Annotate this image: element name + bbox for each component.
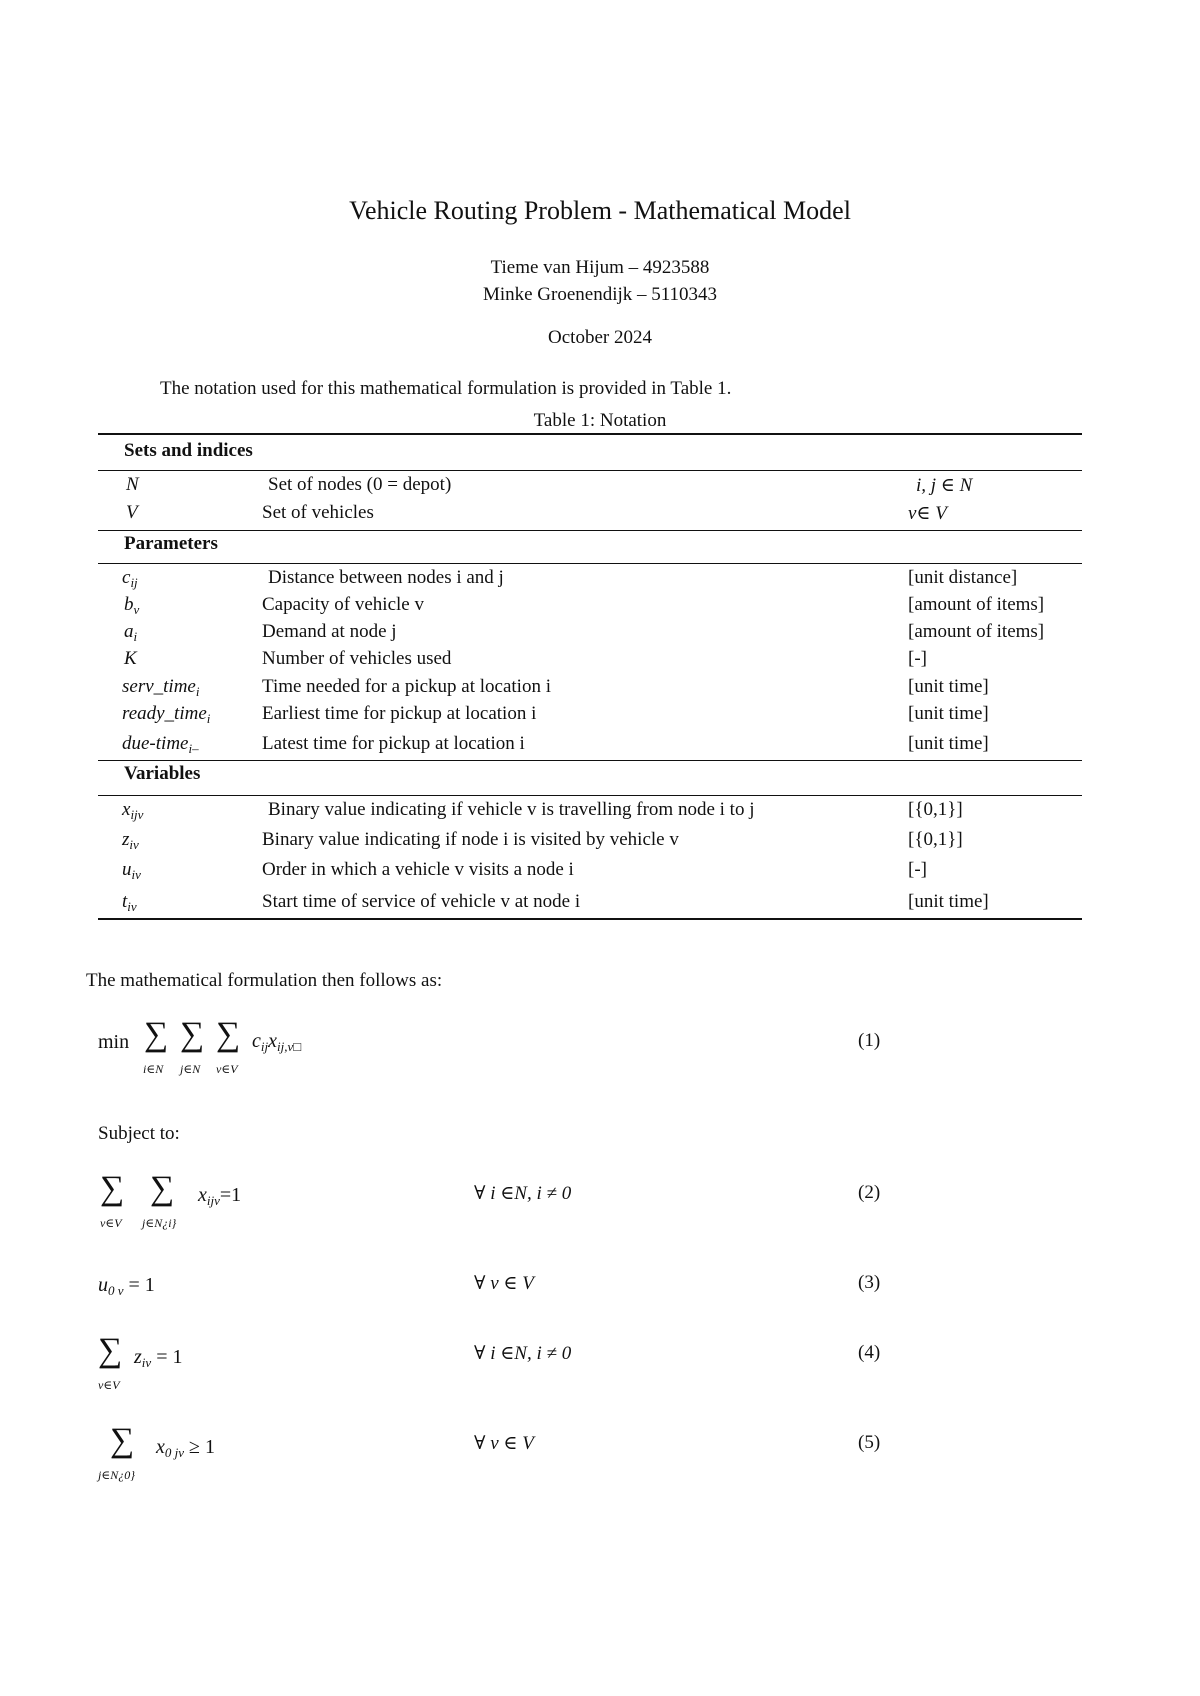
table-rule (98, 760, 1082, 761)
sum-symbol: ∑ (150, 1170, 175, 1207)
symbol-cell: due-time$_{i-}$ (122, 733, 199, 756)
sum-symbol: ∑ (110, 1422, 135, 1459)
domain-cell: [amount of items] (908, 594, 1045, 615)
constraint-lhs: $x_{0 jv} \ge 1$ (156, 1436, 216, 1460)
desc-cell: Demand at node j (262, 621, 397, 642)
intro-paragraph: The notation used for this mathematical formulation is provided in Table 1. (160, 378, 732, 399)
subject-to-label: Subject to: (98, 1123, 180, 1144)
domain-cell: i, j ∈ N (916, 475, 973, 496)
desc-cell: Capacity of vehicle v (262, 594, 424, 615)
symbol-cell: ready_time$_i$ (122, 703, 211, 726)
domain-cell: [unit time] (908, 733, 989, 754)
section-heading-variables: Variables (124, 763, 201, 784)
author-1: Tieme van Hijum – 4923588 (490, 257, 710, 278)
desc-cell: Start time of service of vehicle v at node i (262, 891, 581, 912)
sum-index: i∈N (143, 1062, 164, 1076)
table-rule (98, 470, 1082, 471)
constraint-lhs: $u_{0 v} = 1$ (98, 1274, 155, 1298)
symbol-cell: K (124, 648, 137, 669)
symbol-cell: $t_{iv}$ (122, 891, 137, 914)
sum-symbol: ∑ (216, 1016, 241, 1053)
symbol-cell: $c_{ij}$ (122, 567, 138, 590)
constraint-condition: ∀ v ∈ V (474, 1273, 534, 1294)
domain-cell: [unit time] (908, 703, 989, 724)
equation-number: (2) (858, 1182, 881, 1203)
table-top-rule (98, 433, 1082, 435)
domain-cell: [unit distance] (908, 567, 1018, 588)
domain-cell: [{0,1}] (908, 799, 963, 820)
desc-cell: Binary value indicating if vehicle v is travelling from node i to j (268, 799, 755, 820)
table-bottom-rule (98, 918, 1082, 920)
desc-cell: Set of vehicles (262, 502, 374, 523)
section-heading-sets: Sets and indices (124, 440, 253, 461)
equation-number: (4) (858, 1342, 881, 1363)
sum-symbol: ∑ (144, 1016, 169, 1053)
desc-cell: Earliest time for pickup at location i (262, 703, 537, 724)
sum-index: v∈V (98, 1378, 120, 1392)
symbol-cell: $u_{iv}$ (122, 859, 141, 882)
constraint-lhs: $z_{iv} = 1$ (134, 1346, 183, 1370)
constraint-lhs: $x_{ijv}=1$ (198, 1184, 242, 1208)
desc-cell: Time needed for a pickup at location i (262, 676, 551, 697)
symbol-cell: $a_i$ (124, 621, 138, 644)
equation-number: (1) (858, 1030, 881, 1051)
sum-symbol: ∑ (98, 1332, 123, 1369)
paper-title: Vehicle Routing Problem - Mathematical Model (349, 196, 851, 225)
domain-cell: [amount of items] (908, 621, 1045, 642)
section-heading-parameters: Parameters (124, 533, 218, 554)
domain-cell: v∈ V (908, 503, 947, 524)
constraint-condition: ∀ i ∈N, i ≠ 0 (474, 1183, 572, 1204)
domain-cell: [unit time] (908, 676, 989, 697)
sum-index: v∈V (100, 1216, 122, 1230)
symbol-cell: $z_{iv}$ (122, 829, 139, 852)
symbol-cell: serv_time$_i$ (122, 676, 200, 699)
symbol-cell: N (126, 474, 139, 495)
sum-index: j∈N (180, 1062, 201, 1076)
desc-cell: Set of nodes (0 = depot) (268, 474, 452, 495)
author-2: Minke Groenendijk – 5110343 (482, 284, 718, 305)
table-caption: Table 1: Notation (533, 410, 667, 431)
objective-term: $c_{ij}x_{ij,v□}$ (252, 1030, 302, 1054)
table-rule (98, 563, 1082, 564)
desc-cell: Binary value indicating if node i is visited by vehicle v (262, 829, 679, 850)
equation-number: (5) (858, 1432, 881, 1453)
paper-date: October 2024 (548, 327, 652, 348)
desc-cell: Order in which a vehicle v visits a node i (262, 859, 574, 880)
constraint-condition: ∀ v ∈ V (474, 1433, 534, 1454)
sum-symbol: ∑ (180, 1016, 205, 1053)
domain-cell: [-] (908, 648, 927, 669)
constraint-condition: ∀ i ∈N, i ≠ 0 (474, 1343, 572, 1364)
sum-index: j∈N¿0} (98, 1468, 136, 1482)
min-operator: min (98, 1031, 130, 1053)
desc-cell: Latest time for pickup at location i (262, 733, 525, 754)
sum-symbol: ∑ (100, 1170, 125, 1207)
domain-cell: [-] (908, 859, 927, 880)
formulation-intro: The mathematical formulation then follows as: (86, 970, 443, 991)
domain-cell: [{0,1}] (908, 829, 963, 850)
symbol-cell: $b_v$ (124, 594, 140, 617)
symbol-cell: V (126, 502, 138, 523)
desc-cell: Number of vehicles used (262, 648, 452, 669)
table-rule (98, 795, 1082, 796)
domain-cell: [unit time] (908, 891, 989, 912)
sum-index: v∈V (216, 1062, 238, 1076)
symbol-cell: $x_{ijv}$ (122, 799, 144, 822)
desc-cell: Distance between nodes i and j (268, 567, 504, 588)
sum-index: j∈N¿i} (142, 1216, 177, 1230)
equation-number: (3) (858, 1272, 881, 1293)
table-rule (98, 530, 1082, 531)
